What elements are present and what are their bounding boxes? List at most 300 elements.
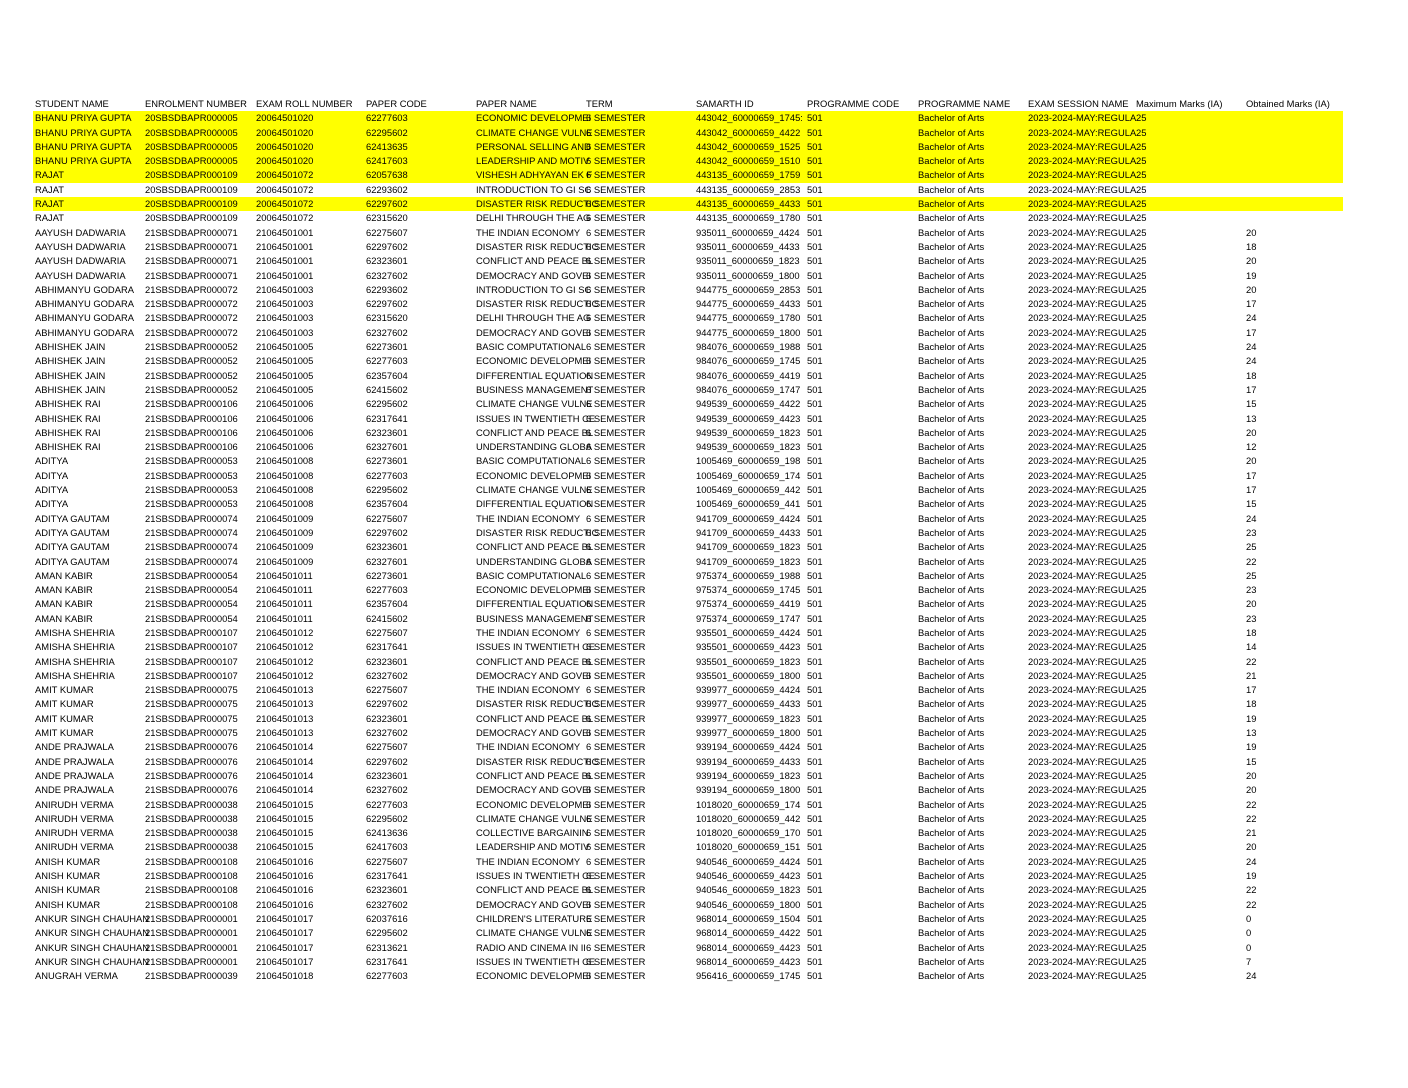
cell-programme-code: 501 (807, 912, 823, 924)
cell-paper-code: 62297602 (366, 240, 408, 252)
cell-paper-code: 62273601 (366, 455, 408, 467)
cell-paper-name: INTRODUCTION TO GI SC (476, 283, 592, 295)
cell-enrolment-number: 21SBSDBAPR000071 (145, 240, 238, 252)
table-row (33, 655, 1343, 669)
table-row (33, 955, 1343, 969)
cell-programme-code: 501 (807, 884, 823, 896)
table-row (33, 512, 1343, 526)
cell-programme-code: 501 (807, 412, 823, 424)
cell-paper-code: 62277603 (366, 584, 408, 596)
cell-programme-code: 501 (807, 326, 823, 338)
cell-paper-name: DISASTER RISK REDUCTIC (476, 198, 599, 210)
cell-enrolment-number: 21SBSDBAPR000039 (145, 970, 238, 982)
cell-programme-code: 501 (807, 469, 823, 481)
cell-paper-code: 62313621 (366, 941, 408, 953)
cell-programme-name: Bachelor of Arts (918, 383, 985, 395)
table-row (33, 726, 1343, 740)
cell-exam-roll-number: 21064501017 (256, 927, 314, 939)
cell-programme-name: Bachelor of Arts (918, 970, 985, 982)
cell-maximum-marks: 25 (1136, 684, 1147, 696)
cell-exam-session-name: 2023-2024-MAY:REGULA (1028, 855, 1137, 867)
cell-student-name: ANDE PRAJWALA (35, 769, 114, 781)
cell-exam-session-name: 2023-2024-MAY:REGULA (1028, 870, 1137, 882)
cell-maximum-marks: 25 (1136, 712, 1147, 724)
cell-student-name: AAYUSH DADWARIA (35, 226, 126, 238)
cell-exam-session-name: 2023-2024-MAY:REGULA (1028, 669, 1137, 681)
cell-exam-roll-number: 21064501014 (256, 769, 314, 781)
cell-paper-code: 62327602 (366, 898, 408, 910)
cell-exam-roll-number: 21064501016 (256, 870, 314, 882)
cell-student-name: ANISH KUMAR (35, 855, 101, 867)
cell-exam-session-name: 2023-2024-MAY:REGULA (1028, 841, 1137, 853)
cell-paper-name: THE INDIAN ECONOMY (476, 741, 581, 753)
cell-paper-name: CLIMATE CHANGE VULNE (476, 927, 593, 939)
cell-samarth-id: 935501_60000659_1823 (696, 655, 801, 667)
cell-programme-name: Bachelor of Arts (918, 569, 985, 581)
cell-obtained-marks: 17 (1246, 383, 1257, 395)
cell-maximum-marks: 25 (1136, 641, 1147, 653)
cell-programme-code: 501 (807, 941, 823, 953)
cell-exam-session-name: 2023-2024-MAY:REGULA (1028, 884, 1137, 896)
cell-samarth-id: 443042_60000659_1745: (696, 112, 803, 124)
cell-paper-code: 62317641 (366, 641, 408, 653)
cell-programme-name: Bachelor of Arts (918, 183, 985, 195)
cell-maximum-marks: 25 (1136, 140, 1147, 152)
cell-obtained-marks: 25 (1246, 541, 1257, 553)
cell-samarth-id: 944775_60000659_4433 (696, 298, 801, 310)
table-row (33, 869, 1343, 883)
table-row (33, 883, 1343, 897)
cell-samarth-id: 939194_60000659_4424 (696, 741, 801, 753)
table-row (33, 712, 1343, 726)
cell-programme-code: 501 (807, 484, 823, 496)
cell-exam-roll-number: 21064501003 (256, 283, 314, 295)
cell-term: 6 SEMESTER (586, 970, 646, 982)
cell-maximum-marks: 25 (1136, 898, 1147, 910)
cell-exam-session-name: 2023-2024-MAY:REGULA (1028, 612, 1137, 624)
header-student-name: STUDENT NAME (35, 98, 109, 109)
cell-maximum-marks: 25 (1136, 841, 1147, 853)
cell-samarth-id: 1018020_60000659_174 (696, 798, 801, 810)
table-row (33, 740, 1343, 754)
table-row (33, 555, 1343, 569)
cell-enrolment-number: 21SBSDBAPR000074 (145, 512, 238, 524)
cell-programme-name: Bachelor of Arts (918, 269, 985, 281)
cell-paper-code: 62273601 (366, 341, 408, 353)
cell-exam-session-name: 2023-2024-MAY:REGULA (1028, 269, 1137, 281)
table-row (33, 597, 1343, 611)
cell-programme-code: 501 (807, 126, 823, 138)
cell-exam-session-name: 2023-2024-MAY:REGULA (1028, 369, 1137, 381)
table-row (33, 912, 1343, 926)
cell-exam-roll-number: 21064501008 (256, 469, 314, 481)
cell-paper-name: COLLECTIVE BARGAININ (476, 827, 589, 839)
cell-maximum-marks: 25 (1136, 598, 1147, 610)
cell-term: 6 SEMESTER (586, 498, 646, 510)
cell-maximum-marks: 25 (1136, 827, 1147, 839)
table-row (33, 126, 1343, 140)
cell-samarth-id: 443042_60000659_1525 (696, 140, 801, 152)
cell-paper-name: ISSUES IN TWENTIETH CE (476, 870, 596, 882)
cell-exam-roll-number: 20064501072 (256, 183, 314, 195)
cell-paper-name: CLIMATE CHANGE VULNE (476, 812, 593, 824)
cell-samarth-id: 968014_60000659_4422 (696, 927, 801, 939)
cell-exam-session-name: 2023-2024-MAY:REGULA (1028, 255, 1137, 267)
cell-student-name: BHANU PRIYA GUPTA (35, 140, 132, 152)
cell-programme-name: Bachelor of Arts (918, 555, 985, 567)
cell-programme-code: 501 (807, 855, 823, 867)
cell-paper-code: 62317641 (366, 955, 408, 967)
cell-paper-name: UNDERSTANDING GLOBA (476, 441, 592, 453)
cell-maximum-marks: 25 (1136, 326, 1147, 338)
table-row (33, 240, 1343, 254)
cell-term: 6 SEMESTER (586, 126, 646, 138)
cell-student-name: ANDE PRAJWALA (35, 784, 114, 796)
cell-paper-name: VISHESH ADHYAYAN EK F (476, 169, 593, 181)
cell-student-name: ADITYA (35, 484, 69, 496)
cell-samarth-id: 443135_60000659_1780 (696, 212, 801, 224)
cell-exam-roll-number: 21064501016 (256, 855, 314, 867)
cell-programme-name: Bachelor of Arts (918, 955, 985, 967)
cell-maximum-marks: 25 (1136, 484, 1147, 496)
cell-samarth-id: 975374_60000659_4419 (696, 598, 801, 610)
table-row (33, 755, 1343, 769)
cell-maximum-marks: 25 (1136, 255, 1147, 267)
cell-obtained-marks: 17 (1246, 469, 1257, 481)
cell-programme-code: 501 (807, 841, 823, 853)
cell-samarth-id: 1005469_60000659_442 (696, 484, 801, 496)
cell-samarth-id: 939977_60000659_1800 (696, 727, 801, 739)
table-row (33, 697, 1343, 711)
cell-paper-code: 62323601 (366, 712, 408, 724)
cell-paper-name: CHILDREN'S LITERATURE (476, 912, 593, 924)
table-row (33, 283, 1343, 297)
cell-student-name: ABHIMANYU GODARA (35, 298, 134, 310)
cell-paper-code: 62277603 (366, 112, 408, 124)
cell-exam-roll-number: 21064501005 (256, 341, 314, 353)
cell-term: 6 SEMESTER (586, 555, 646, 567)
cell-programme-code: 501 (807, 269, 823, 281)
cell-student-name: AMISHA SHEHRIA (35, 669, 115, 681)
cell-paper-name: BASIC COMPUTATIONAL (476, 455, 587, 467)
cell-exam-roll-number: 21064501005 (256, 383, 314, 395)
cell-exam-roll-number: 21064501011 (256, 612, 313, 624)
cell-exam-roll-number: 21064501009 (256, 541, 314, 553)
cell-exam-roll-number: 21064501018 (256, 970, 314, 982)
cell-student-name: RAJAT (35, 198, 64, 210)
cell-exam-session-name: 2023-2024-MAY:REGULA (1028, 212, 1137, 224)
cell-obtained-marks: 17 (1246, 298, 1257, 310)
cell-enrolment-number: 21SBSDBAPR000076 (145, 784, 238, 796)
cell-enrolment-number: 21SBSDBAPR000107 (145, 626, 238, 638)
cell-term: 6 SEMESTER (586, 684, 646, 696)
cell-paper-name: CONFLICT AND PEACE BL (476, 884, 594, 896)
cell-term: 6 SEMESTER (586, 312, 646, 324)
cell-samarth-id: 968014_60000659_1504 (696, 912, 801, 924)
cell-exam-roll-number: 21064501006 (256, 426, 314, 438)
cell-enrolment-number: 21SBSDBAPR000107 (145, 655, 238, 667)
cell-exam-session-name: 2023-2024-MAY:REGULA (1028, 584, 1137, 596)
cell-enrolment-number: 21SBSDBAPR000052 (145, 369, 238, 381)
cell-paper-code: 62295602 (366, 927, 408, 939)
cell-obtained-marks: 22 (1246, 555, 1257, 567)
cell-samarth-id: 984076_60000659_4419 (696, 369, 801, 381)
cell-paper-name: BASIC COMPUTATIONAL (476, 569, 587, 581)
cell-programme-code: 501 (807, 827, 823, 839)
cell-samarth-id: 940546_60000659_4424 (696, 855, 801, 867)
cell-paper-name: DISASTER RISK REDUCTIC (476, 755, 599, 767)
cell-term: 6 SEMESTER (586, 598, 646, 610)
cell-student-name: ABHISHEK RAI (35, 412, 101, 424)
cell-paper-code: 62323601 (366, 655, 408, 667)
cell-term: 6 SEMESTER (586, 927, 646, 939)
cell-paper-name: DEMOCRACY AND GOVEI (476, 784, 591, 796)
cell-obtained-marks: 18 (1246, 240, 1257, 252)
cell-exam-session-name: 2023-2024-MAY:REGULA (1028, 941, 1137, 953)
cell-exam-roll-number: 21064501003 (256, 298, 314, 310)
cell-enrolment-number: 21SBSDBAPR000001 (145, 955, 238, 967)
cell-exam-session-name: 2023-2024-MAY:REGULA (1028, 341, 1137, 353)
table-row (33, 140, 1343, 154)
cell-paper-code: 62293602 (366, 283, 408, 295)
cell-programme-name: Bachelor of Arts (918, 126, 985, 138)
cell-maximum-marks: 25 (1136, 183, 1147, 195)
cell-exam-roll-number: 21064501011 (256, 584, 313, 596)
cell-maximum-marks: 25 (1136, 369, 1147, 381)
cell-programme-code: 501 (807, 584, 823, 596)
cell-student-name: AMISHA SHEHRIA (35, 626, 115, 638)
table-row (33, 168, 1343, 182)
cell-programme-name: Bachelor of Arts (918, 140, 985, 152)
cell-maximum-marks: 25 (1136, 441, 1147, 453)
cell-paper-name: CLIMATE CHANGE VULNE (476, 484, 593, 496)
cell-obtained-marks: 20 (1246, 283, 1257, 295)
table-row (33, 812, 1343, 826)
cell-exam-roll-number: 21064501013 (256, 727, 314, 739)
cell-enrolment-number: 20SBSDBAPR000005 (145, 126, 238, 138)
cell-exam-session-name: 2023-2024-MAY:REGULA (1028, 183, 1137, 195)
cell-exam-session-name: 2023-2024-MAY:REGULA (1028, 598, 1137, 610)
cell-enrolment-number: 21SBSDBAPR000053 (145, 498, 238, 510)
cell-programme-code: 501 (807, 426, 823, 438)
cell-student-name: ABHISHEK JAIN (35, 355, 106, 367)
cell-paper-code: 62327602 (366, 784, 408, 796)
cell-exam-roll-number: 21064501006 (256, 441, 314, 453)
cell-maximum-marks: 25 (1136, 927, 1147, 939)
table-row (33, 211, 1343, 225)
header-samarth-id: SAMARTH ID (696, 98, 754, 109)
cell-paper-name: ISSUES IN TWENTIETH CE (476, 412, 596, 424)
cell-maximum-marks: 25 (1136, 784, 1147, 796)
cell-samarth-id: 935011_60000659_1823 (696, 255, 800, 267)
cell-exam-session-name: 2023-2024-MAY:REGULA (1028, 126, 1137, 138)
cell-programme-code: 501 (807, 455, 823, 467)
cell-maximum-marks: 25 (1136, 212, 1147, 224)
cell-student-name: AMIT KUMAR (35, 698, 94, 710)
header-exam-session-name: EXAM SESSION NAME (1028, 98, 1129, 109)
cell-paper-code: 62275607 (366, 684, 408, 696)
cell-enrolment-number: 21SBSDBAPR000107 (145, 641, 238, 653)
cell-paper-name: CONFLICT AND PEACE BL (476, 712, 594, 724)
cell-paper-name: DEMOCRACY AND GOVEI (476, 669, 591, 681)
cell-paper-name: ECONOMIC DEVELOPMEI (476, 970, 592, 982)
cell-exam-roll-number: 20064501072 (256, 198, 314, 210)
cell-maximum-marks: 25 (1136, 855, 1147, 867)
cell-term: 6 SEMESTER (586, 612, 646, 624)
cell-term: 6 SEMESTER (586, 855, 646, 867)
cell-paper-code: 62277603 (366, 355, 408, 367)
cell-enrolment-number: 21SBSDBAPR000108 (145, 884, 238, 896)
cell-enrolment-number: 21SBSDBAPR000106 (145, 426, 238, 438)
cell-exam-roll-number: 21064501006 (256, 412, 314, 424)
cell-term: 6 SEMESTER (586, 898, 646, 910)
cell-paper-code: 62413636 (366, 827, 408, 839)
cell-paper-name: THE INDIAN ECONOMY (476, 855, 581, 867)
cell-paper-code: 62323601 (366, 426, 408, 438)
cell-term: 6 SEMESTER (586, 155, 646, 167)
cell-enrolment-number: 21SBSDBAPR000071 (145, 255, 238, 267)
cell-student-name: ANISH KUMAR (35, 898, 101, 910)
cell-samarth-id: 944775_60000659_1780 (696, 312, 801, 324)
cell-paper-name: ISSUES IN TWENTIETH CE (476, 641, 596, 653)
cell-obtained-marks: 22 (1246, 898, 1257, 910)
cell-enrolment-number: 21SBSDBAPR000106 (145, 441, 238, 453)
cell-paper-code: 62415602 (366, 383, 408, 395)
cell-obtained-marks: 23 (1246, 612, 1257, 624)
cell-exam-session-name: 2023-2024-MAY:REGULA (1028, 412, 1137, 424)
cell-programme-name: Bachelor of Arts (918, 426, 985, 438)
cell-maximum-marks: 25 (1136, 398, 1147, 410)
cell-paper-name: ECONOMIC DEVELOPMEI (476, 355, 592, 367)
cell-programme-name: Bachelor of Arts (918, 526, 985, 538)
table-row (33, 383, 1343, 397)
cell-programme-code: 501 (807, 283, 823, 295)
cell-samarth-id: 935011_60000659_4433 (696, 240, 800, 252)
cell-programme-name: Bachelor of Arts (918, 870, 985, 882)
cell-paper-name: DEMOCRACY AND GOVEI (476, 326, 591, 338)
cell-paper-code: 62413635 (366, 140, 408, 152)
cell-programme-code: 501 (807, 398, 823, 410)
cell-samarth-id: 949539_60000659_4423 (696, 412, 801, 424)
cell-enrolment-number: 21SBSDBAPR000038 (145, 812, 238, 824)
table-row (33, 640, 1343, 654)
cell-programme-name: Bachelor of Arts (918, 655, 985, 667)
cell-enrolment-number: 21SBSDBAPR000053 (145, 484, 238, 496)
cell-paper-name: DISASTER RISK REDUCTIC (476, 526, 599, 538)
spreadsheet-table (33, 97, 1343, 983)
cell-maximum-marks: 25 (1136, 798, 1147, 810)
cell-student-name: RAJAT (35, 169, 64, 181)
cell-enrolment-number: 20SBSDBAPR000005 (145, 155, 238, 167)
cell-term: 6 SEMESTER (586, 383, 646, 395)
cell-samarth-id: 443042_60000659_1510 (696, 155, 801, 167)
cell-paper-name: PERSONAL SELLING AND (476, 140, 591, 152)
cell-enrolment-number: 21SBSDBAPR000052 (145, 383, 238, 395)
cell-student-name: AMAN KABIR (35, 584, 93, 596)
cell-exam-roll-number: 21064501016 (256, 898, 314, 910)
cell-paper-code: 62277603 (366, 469, 408, 481)
cell-programme-name: Bachelor of Arts (918, 598, 985, 610)
cell-exam-roll-number: 21064501003 (256, 326, 314, 338)
cell-enrolment-number: 21SBSDBAPR000074 (145, 541, 238, 553)
cell-obtained-marks: 17 (1246, 684, 1257, 696)
table-row (33, 769, 1343, 783)
cell-paper-name: CONFLICT AND PEACE BL (476, 769, 594, 781)
cell-exam-session-name: 2023-2024-MAY:REGULA (1028, 798, 1137, 810)
cell-programme-code: 501 (807, 512, 823, 524)
cell-maximum-marks: 25 (1136, 126, 1147, 138)
cell-maximum-marks: 25 (1136, 155, 1147, 167)
cell-student-name: AAYUSH DADWARIA (35, 240, 126, 252)
cell-maximum-marks: 25 (1136, 526, 1147, 538)
cell-enrolment-number: 20SBSDBAPR000109 (145, 198, 238, 210)
cell-paper-name: UNDERSTANDING GLOBA (476, 555, 592, 567)
cell-obtained-marks: 24 (1246, 355, 1257, 367)
cell-programme-code: 501 (807, 198, 823, 210)
cell-programme-code: 501 (807, 598, 823, 610)
cell-obtained-marks: 19 (1246, 741, 1257, 753)
cell-samarth-id: 968014_60000659_4423 (696, 941, 801, 953)
cell-programme-name: Bachelor of Arts (918, 212, 985, 224)
cell-programme-name: Bachelor of Arts (918, 669, 985, 681)
cell-paper-name: THE INDIAN ECONOMY (476, 226, 581, 238)
cell-paper-name: ECONOMIC DEVELOPMEI (476, 112, 592, 124)
cell-maximum-marks: 25 (1136, 569, 1147, 581)
cell-exam-roll-number: 21064501012 (256, 626, 314, 638)
cell-paper-name: THE INDIAN ECONOMY (476, 626, 581, 638)
cell-exam-roll-number: 21064501015 (256, 812, 314, 824)
cell-paper-name: THE INDIAN ECONOMY (476, 684, 581, 696)
cell-student-name: ABHISHEK RAI (35, 441, 101, 453)
cell-paper-code: 62327602 (366, 669, 408, 681)
cell-maximum-marks: 25 (1136, 298, 1147, 310)
cell-paper-code: 62317641 (366, 412, 408, 424)
table-row (33, 840, 1343, 854)
cell-programme-name: Bachelor of Arts (918, 727, 985, 739)
cell-paper-code: 62273601 (366, 569, 408, 581)
cell-paper-name: BUSINESS MANAGEMENT (476, 612, 594, 624)
cell-exam-session-name: 2023-2024-MAY:REGULA (1028, 641, 1137, 653)
cell-programme-code: 501 (807, 112, 823, 124)
cell-programme-name: Bachelor of Arts (918, 626, 985, 638)
cell-student-name: ADITYA GAUTAM (35, 555, 110, 567)
cell-paper-code: 62417603 (366, 155, 408, 167)
cell-maximum-marks: 25 (1136, 169, 1147, 181)
cell-maximum-marks: 25 (1136, 955, 1147, 967)
cell-obtained-marks: 0 (1246, 912, 1252, 924)
cell-enrolment-number: 21SBSDBAPR000071 (145, 269, 238, 281)
cell-paper-code: 62323601 (366, 255, 408, 267)
cell-student-name: ABHISHEK RAI (35, 426, 101, 438)
header-paper-name: PAPER NAME (476, 98, 537, 109)
cell-student-name: AMISHA SHEHRIA (35, 655, 115, 667)
cell-exam-roll-number: 21064501017 (256, 912, 314, 924)
cell-maximum-marks: 25 (1136, 812, 1147, 824)
table-row (33, 612, 1343, 626)
cell-programme-name: Bachelor of Arts (918, 498, 985, 510)
cell-programme-code: 501 (807, 441, 823, 453)
cell-exam-session-name: 2023-2024-MAY:REGULA (1028, 970, 1137, 982)
cell-maximum-marks: 25 (1136, 541, 1147, 553)
cell-exam-session-name: 2023-2024-MAY:REGULA (1028, 326, 1137, 338)
cell-programme-code: 501 (807, 155, 823, 167)
cell-enrolment-number: 20SBSDBAPR000109 (145, 169, 238, 181)
cell-exam-roll-number: 21064501008 (256, 484, 314, 496)
cell-exam-session-name: 2023-2024-MAY:REGULA (1028, 441, 1137, 453)
cell-obtained-marks: 20 (1246, 226, 1257, 238)
cell-enrolment-number: 21SBSDBAPR000108 (145, 898, 238, 910)
cell-term: 6 SEMESTER (586, 626, 646, 638)
